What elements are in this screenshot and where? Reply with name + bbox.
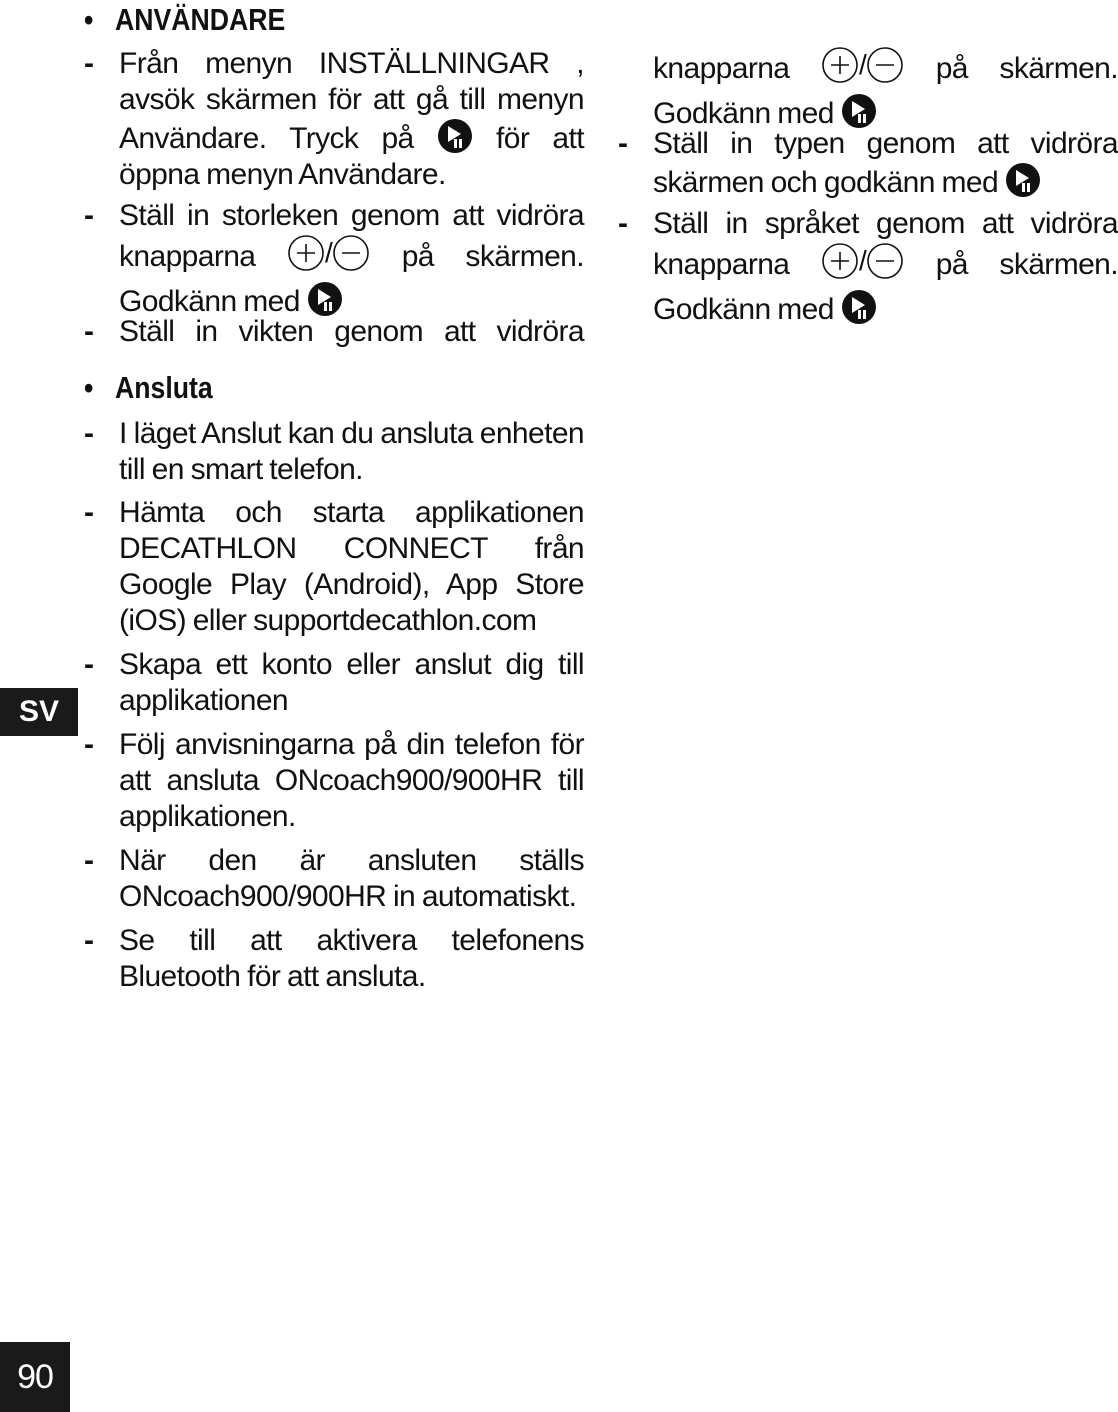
dash: - bbox=[84, 47, 94, 80]
text-fragment: på skärmen. bbox=[935, 52, 1118, 85]
text-fragment: Godkänn med bbox=[653, 97, 834, 130]
dash: - bbox=[618, 207, 628, 240]
text-line: Hämta och starta applikationen bbox=[119, 496, 584, 529]
text-line: applikationen bbox=[119, 684, 289, 717]
play-pause-icon bbox=[1005, 162, 1041, 198]
text-line: Ställ in typen genom att vidröra bbox=[653, 127, 1118, 160]
plus-circle-icon bbox=[821, 46, 859, 84]
text-line bbox=[119, 234, 584, 281]
slash: / bbox=[858, 245, 867, 276]
slash: / bbox=[324, 237, 333, 268]
dash: - bbox=[84, 728, 94, 761]
heading-text: ANVÄNDARE bbox=[114, 2, 286, 37]
language-tab: SV bbox=[0, 688, 78, 736]
text-line: I läget Anslut kan du ansluta enheten bbox=[119, 417, 584, 450]
dash: - bbox=[618, 127, 628, 160]
dash: - bbox=[84, 417, 94, 450]
list-item bbox=[84, 46, 584, 193]
text-line: DECATHLON CONNECT från bbox=[119, 532, 584, 565]
section-heading-connect bbox=[84, 370, 514, 406]
text-line: Bluetooth för att ansluta. bbox=[119, 960, 426, 993]
plus-circle-icon bbox=[287, 234, 325, 272]
text-fragment: på skärmen. bbox=[401, 240, 584, 273]
text-fragment: skärmen och godkänn med bbox=[653, 166, 999, 199]
text-fragment: knapparna bbox=[119, 240, 256, 273]
text-line: Ställ in språket genom att vidröra bbox=[653, 207, 1118, 240]
text-fragment: knapparna bbox=[653, 248, 790, 281]
list-item bbox=[84, 314, 584, 350]
list-item bbox=[618, 206, 1118, 328]
play-pause-icon bbox=[841, 93, 877, 129]
text-line bbox=[653, 162, 1118, 201]
dash: - bbox=[84, 924, 94, 957]
text-fragment: på skärmen. bbox=[935, 248, 1118, 281]
text-line bbox=[653, 242, 1118, 289]
list-item bbox=[84, 843, 584, 915]
bullet: • bbox=[84, 370, 94, 405]
play-pause-icon bbox=[437, 118, 473, 154]
list-item bbox=[84, 727, 584, 835]
list-item bbox=[618, 126, 1118, 201]
dash: - bbox=[84, 199, 94, 232]
minus-circle-icon bbox=[332, 234, 370, 272]
list-item bbox=[84, 198, 584, 320]
list-item bbox=[84, 647, 584, 719]
plus-minus-group bbox=[287, 234, 370, 281]
play-pause-icon bbox=[307, 281, 343, 317]
text-fragment: Godkänn med bbox=[653, 293, 834, 326]
text-line: Följ anvisningarna på din telefon för bbox=[119, 728, 584, 761]
text-line bbox=[653, 46, 1118, 93]
text-line: Skapa ett konto eller anslut dig till bbox=[119, 648, 584, 681]
list-item bbox=[84, 416, 584, 488]
list-item-continued bbox=[618, 46, 1118, 132]
text-fragment: för att bbox=[496, 122, 584, 155]
text-line: Ställ in vikten genom att vidröra bbox=[119, 315, 584, 348]
dash: - bbox=[84, 315, 94, 348]
text-line: ONcoach900/900HR in automatiskt. bbox=[119, 880, 577, 913]
text-line bbox=[119, 118, 584, 157]
section-heading-users bbox=[84, 2, 514, 38]
bullet: • bbox=[84, 2, 94, 37]
minus-circle-icon bbox=[866, 242, 904, 280]
plus-minus-group bbox=[821, 46, 904, 93]
text-line: (iOS) eller supportdecathlon.com bbox=[119, 604, 537, 637]
minus-circle-icon bbox=[866, 46, 904, 84]
list-item bbox=[84, 923, 584, 995]
text-line: När den är ansluten ställs bbox=[119, 844, 584, 877]
text-line: Från menyn INSTÄLLNINGAR , bbox=[119, 47, 584, 80]
text-line: Se till att aktivera telefonens bbox=[119, 924, 584, 957]
text-fragment: knapparna bbox=[653, 52, 790, 85]
dash: - bbox=[84, 496, 94, 529]
list-item bbox=[84, 495, 584, 639]
text-line: Google Play (Android), App Store bbox=[119, 568, 584, 601]
plus-circle-icon bbox=[821, 242, 859, 280]
play-pause-icon bbox=[841, 289, 877, 325]
text-line: avsök skärmen för att gå till menyn bbox=[119, 83, 584, 116]
text-line bbox=[653, 289, 1118, 328]
heading-text: Ansluta bbox=[114, 370, 213, 405]
text-line: applikationen. bbox=[119, 800, 296, 833]
page-number: 90 bbox=[0, 1342, 70, 1412]
text-fragment: Godkänn med bbox=[119, 285, 300, 318]
text-line: Ställ in storleken genom att vidröra bbox=[119, 199, 584, 232]
text-line: till en smart telefon. bbox=[119, 453, 363, 486]
text-fragment: Användare. Tryck på bbox=[119, 122, 414, 155]
dash: - bbox=[84, 648, 94, 681]
slash: / bbox=[858, 49, 867, 80]
dash: - bbox=[84, 844, 94, 877]
plus-minus-group bbox=[821, 242, 904, 289]
text-line: öppna menyn Användare. bbox=[119, 158, 446, 191]
text-line: att ansluta ONcoach900/900HR till bbox=[119, 764, 584, 797]
